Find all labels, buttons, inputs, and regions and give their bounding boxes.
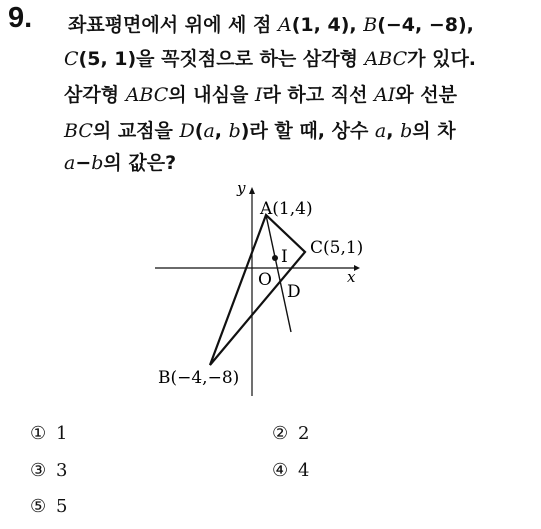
choice-3-mark: ③ [30, 460, 47, 481]
question-text-segment: − [75, 152, 92, 174]
choice-2-mark: ② [272, 423, 289, 444]
choice-2-value: 2 [298, 423, 310, 444]
question-text-segment: (1, 4), [291, 14, 364, 36]
question-text-segment: 의 차 [412, 120, 456, 142]
y-axis-arrow [249, 187, 255, 194]
choice-3-value: 3 [56, 460, 68, 481]
question-text-segment: , [386, 120, 401, 142]
question-text-segment: (−4, −8), [377, 14, 474, 36]
math-symbol: C [64, 48, 79, 70]
question-text-segment: 가 있다. [407, 48, 477, 70]
question-text-segment: ( [194, 120, 204, 142]
choice-1-mark: ① [30, 423, 47, 444]
question-text-segment: 라 하고 직선 [262, 84, 375, 106]
question-text-segment: 좌표평면에서 위에 세 점 [68, 14, 278, 36]
x-axis-label: x [347, 268, 356, 286]
math-symbol: A [278, 14, 292, 36]
question-text-segment: 삼각형 [64, 84, 126, 106]
choice-4[interactable] [272, 460, 309, 481]
question-text-segment: , [214, 120, 229, 142]
math-symbol: B [363, 14, 378, 36]
question-text-segment: 의 값은? [103, 152, 177, 174]
incenter-point [272, 255, 278, 261]
math-symbol: b [400, 120, 413, 142]
choice-4-value: 4 [298, 460, 310, 481]
intersection-label: D [287, 282, 301, 302]
math-symbol: b [91, 152, 104, 174]
math-symbol: D [179, 120, 195, 142]
point-c-label: C(5,1) [310, 238, 364, 258]
choice-5-value: 5 [56, 496, 68, 517]
math-symbol: a [203, 120, 215, 142]
choice-2[interactable] [272, 423, 309, 444]
math-symbol: BC [64, 120, 93, 142]
math-symbol: b [228, 120, 241, 142]
y-axis-label: y [237, 179, 246, 197]
question-text-segment: 의 교점을 [92, 120, 180, 142]
choice-4-mark: ④ [272, 460, 289, 481]
incenter-label: I [281, 247, 288, 267]
point-a-label: A(1,4) [260, 199, 313, 219]
math-symbol: I [254, 84, 263, 106]
choice-1[interactable] [30, 423, 67, 444]
math-symbol: a [64, 152, 76, 174]
math-symbol: ABC [364, 48, 408, 70]
question-text-segment: (5, 1)을 꼭짓점으로 하는 삼각형 [78, 48, 365, 70]
origin-label: O [258, 270, 272, 290]
math-symbol: AI [374, 84, 396, 106]
question-text-segment: 의 내심을 [168, 84, 255, 106]
math-symbol: ABC [125, 84, 169, 106]
choice-5[interactable] [30, 496, 67, 517]
math-symbol: a [374, 120, 387, 142]
point-b-label: B(−4,−8) [158, 368, 240, 388]
choice-1-value: 1 [56, 423, 68, 444]
choice-3[interactable] [30, 460, 67, 481]
question-text-segment: 와 선분 [395, 84, 457, 106]
question-text-segment: )라 할 때, 상수 [240, 120, 375, 142]
question-number: 9. [8, 2, 33, 34]
choice-5-mark: ⑤ [30, 496, 47, 517]
